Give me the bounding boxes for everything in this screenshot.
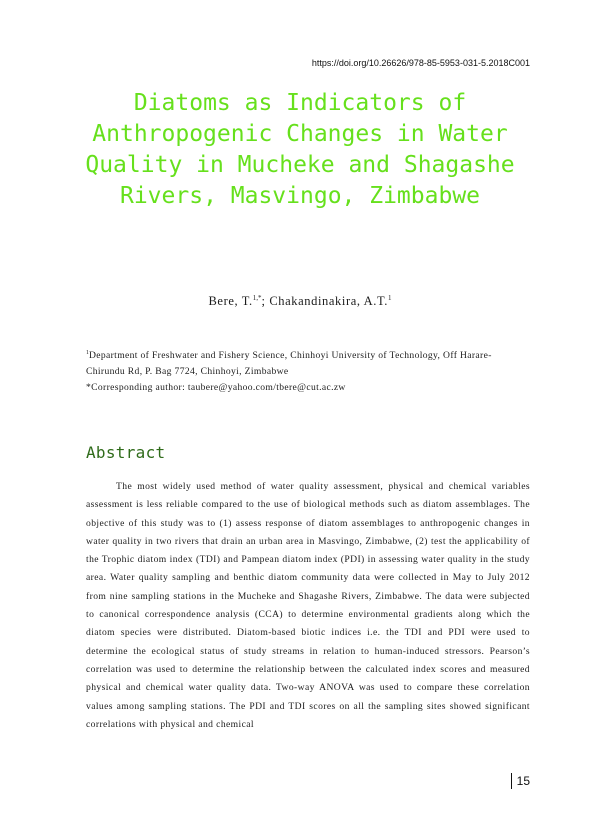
author-affiliation-marker: 1,* <box>252 294 262 302</box>
author-affiliation-marker: 1 <box>388 294 392 302</box>
author-separator: ; <box>261 294 270 309</box>
author-line <box>0 294 600 309</box>
affiliation-marker: 1 <box>86 350 89 356</box>
author-name: Chakandinakira, A.T. <box>269 294 388 309</box>
paper-title: Diatoms as Indicators of Anthropogenic Changes in Water Quality in Mucheke and Shagashe Rivers, Masvingo, Zimbabwe <box>85 90 515 209</box>
affiliation <box>86 345 530 380</box>
corresponding-author: *Corresponding author: taubere@yahoo.com/tbere@cut.ac.zw <box>86 382 346 393</box>
affiliation-text: Department of Freshwater and Fishery Science, Chinhoyi University of Technology, Off Harare-Chirundu Rd, P. Bag 7724, Chinhoyi, Zimbabwe <box>86 350 492 378</box>
abstract-heading: Abstract <box>86 443 166 462</box>
page-number: 15 <box>511 773 530 789</box>
doi-link[interactable]: https://doi.org/10.26626/978-85-5953-031-5.2018C001 <box>311 58 530 68</box>
author-name: Bere, T. <box>208 294 253 309</box>
abstract-body: The most widely used method of water quality assessment, physical and chemical variables assessment is less reliable compared to the use of biological methods such as diatom assemblages. The objective of this study was to (1) assess response of diatom assemblages to anthropogenic changes in water quality in two rivers that drain an urban area in Masvingo, Zimbabwe, (2) test the applicability of the Trophic diatom index (TDI) and Pampean diatom index (PDI) in assessing water quality in the study area. Water quality sampling and benthic diatom community data were collected in May to July 2012 from nine sampling stations in the Mucheke and Shagashe Rivers, Zimbabwe. The data were subjected to canonical correspondence analysis (CCA) to determine environmental gradients along which the diatom species were distributed. Diatom-based biotic indices i.e. the TDI and PDI were used to determine the ecological status of study streams in relation to human-induced stressors. Pearson’s correlation was used to determine the relationship between the calculated index scores and measured physical and chemical water quality data. Two-way ANOVA was used to compare these correlation values among sampling stations. The PDI and TDI scores on all the sampling sites showed significant correlations with physical and chemical <box>86 481 530 730</box>
